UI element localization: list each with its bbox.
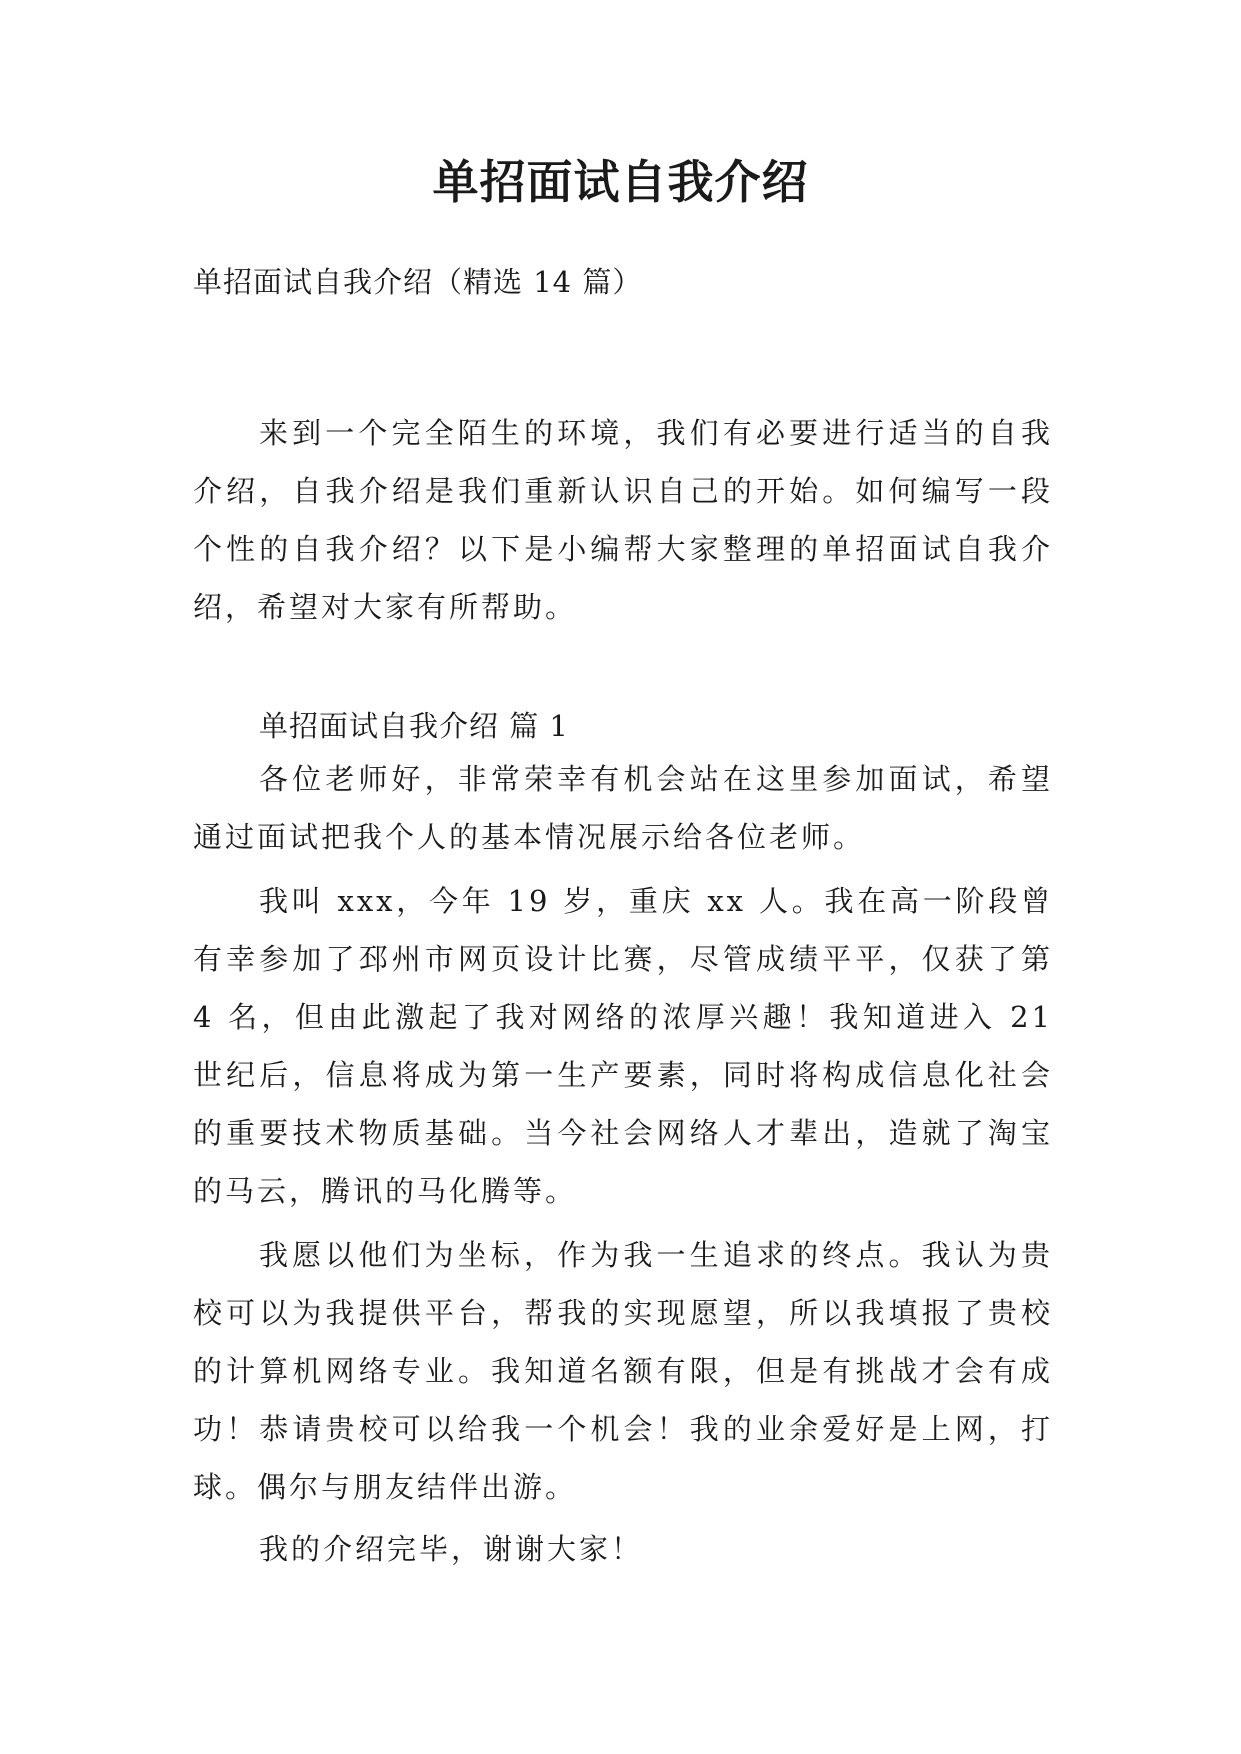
section-heading: 单招面试自我介绍 篇 1: [259, 709, 569, 743]
document-subtitle: 单招面试自我介绍（精选 14 篇）: [193, 265, 643, 299]
body-paragraph-2: 我叫 xxx，今年 19 岁，重庆 xx 人。我在高一阶段曾有幸参加了邳州市网页设计比赛，尽管成绩平平，仅获了第 4 名，但由此激起了我对网络的浓厚兴趣！我知道进入 21 世纪后，信息将成为第一生产要素，同时将构成信息化社会的重要技术物质基础。当今社会网络人才辈出，造就了淘宝的马云，腾讯的马化腾等。: [193, 884, 1053, 1208]
body-paragraph-1: 各位老师好，非常荣幸有机会站在这里参加面试，希望通过面试把我个人的基本情况展示给各位老师。: [193, 762, 1053, 854]
intro-paragraph: 来到一个完全陌生的环境，我们有必要进行适当的自我介绍，自我介绍是我们重新认识自己的开始。如何编写一段个性的自我介绍？以下是小编帮大家整理的单招面试自我介绍，希望对大家有所帮助。: [193, 416, 1053, 624]
body-paragraph-3: 我愿以他们为坐标，作为我一生追求的终点。我认为贵校可以为我提供平台，帮我的实现愿望，所以我填报了贵校的计算机网络专业。我知道名额有限，但是有挑战才会有成功！恭请贵校可以给我一个机会！我的业余爱好是上网，打球。偶尔与朋友结伴出游。: [193, 1238, 1053, 1504]
page-title: 单招面试自我介绍: [432, 155, 809, 209]
body-paragraph-4: 我的介绍完毕，谢谢大家！: [259, 1532, 644, 1566]
